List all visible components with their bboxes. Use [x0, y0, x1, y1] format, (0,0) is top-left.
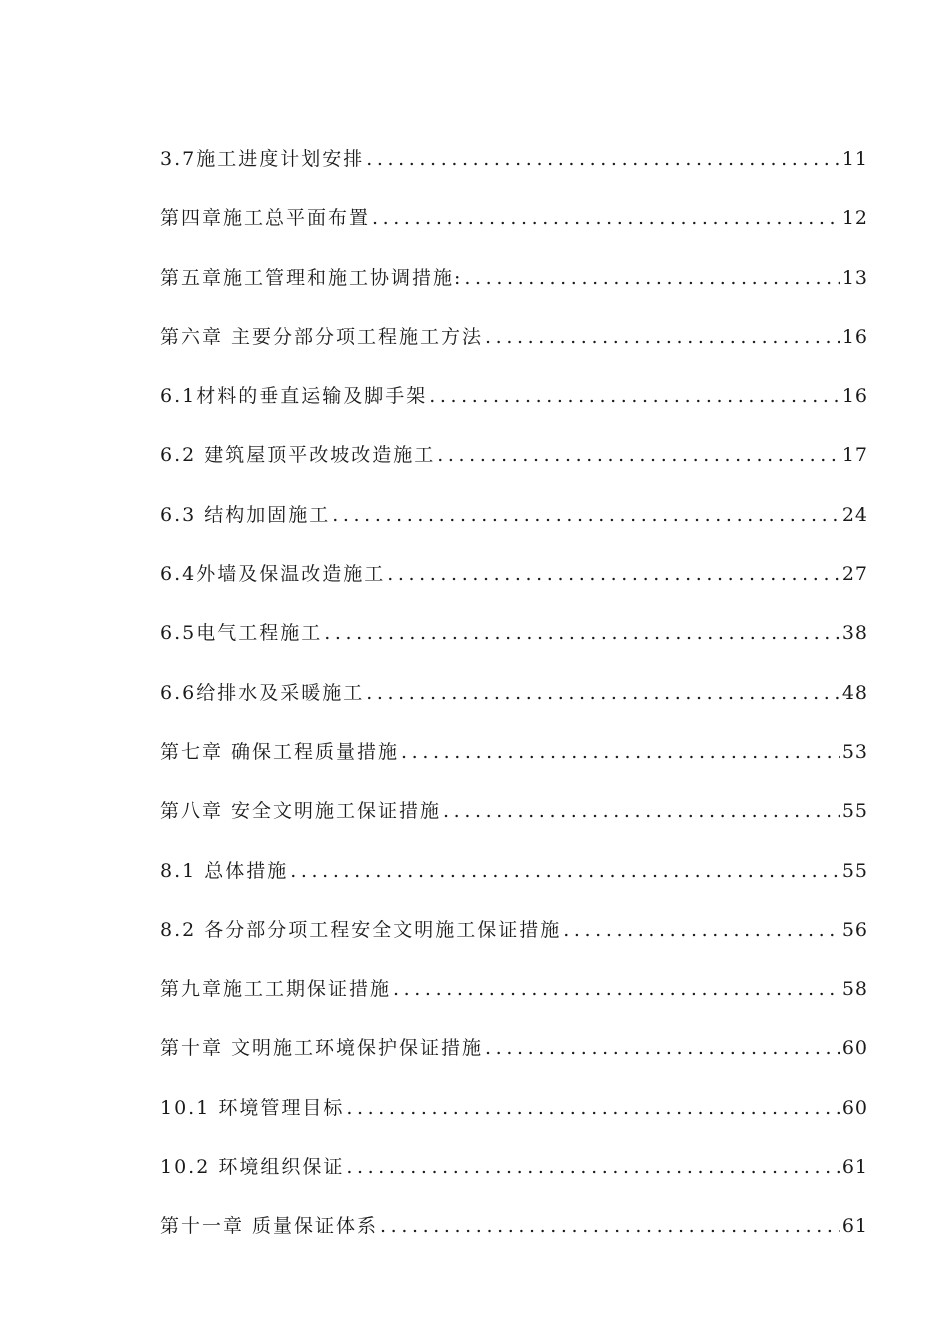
toc-dot-leader [563, 910, 840, 950]
toc-entry-title: 第十章 文明施工环境保护保证措施 [160, 1037, 484, 1060]
toc-dot-leader [332, 495, 840, 535]
toc-dot-leader [464, 258, 839, 298]
toc-dot-leader [366, 673, 840, 713]
toc-entry-title: 6.2 建筑屋顶平改坡改造施工 [160, 444, 436, 467]
toc-page-number: 48 [841, 681, 868, 704]
toc-entry-title: 10.1 环境管理目标 [160, 1096, 345, 1119]
toc-entry[interactable] [160, 673, 868, 732]
toc-entry-title: 8.1 总体措施 [160, 859, 289, 882]
toc-entry[interactable] [160, 969, 868, 1028]
toc-page-number: 55 [841, 859, 868, 882]
toc-entry-title: 第六章 主要分部分项工程施工方法 [160, 325, 484, 348]
toc-dot-leader [346, 1088, 839, 1128]
toc-page-number: 53 [841, 740, 868, 763]
toc-dot-leader [485, 317, 840, 357]
toc-page-number: 11 [841, 148, 868, 170]
toc-entry-title: 6.1材料的垂直运输及脚手架 [160, 385, 428, 408]
toc-dot-leader [290, 851, 840, 891]
toc-entry-title: 6.4外墙及保温改造施工 [160, 563, 386, 586]
toc-entry-title: 6.5电气工程施工 [160, 622, 323, 645]
toc-dot-leader [346, 1147, 839, 1187]
toc-entry[interactable] [160, 791, 868, 850]
toc-entry[interactable] [160, 376, 868, 435]
toc-dot-leader [324, 613, 840, 653]
toc-dot-leader [437, 435, 840, 475]
toc-entry[interactable] [160, 910, 868, 969]
toc-page-number: 61 [841, 1156, 868, 1179]
toc-page-number: 55 [841, 800, 868, 823]
toc-entry-title: 第十一章 质量保证体系 [160, 1215, 379, 1238]
toc-page-number: 24 [841, 503, 868, 526]
toc-entry-title: 6.3 结构加固施工 [160, 503, 331, 526]
toc-page-number: 27 [841, 563, 868, 586]
toc-entry[interactable] [160, 1028, 868, 1087]
toc-dot-leader [401, 732, 840, 772]
toc-entry[interactable] [160, 258, 868, 317]
toc-page-number: 60 [841, 1096, 868, 1119]
toc-dot-leader [393, 969, 840, 1009]
toc-entry[interactable] [160, 435, 868, 494]
toc-entry[interactable] [160, 198, 868, 257]
toc-entry[interactable] [160, 613, 868, 672]
toc-entry[interactable] [160, 1147, 868, 1206]
toc-entry-title: 8.2 各分部分项工程安全文明施工保证措施 [160, 918, 562, 941]
toc-entry[interactable] [160, 1088, 868, 1147]
toc-entry-title: 第四章施工总平面布置 [160, 207, 371, 230]
toc-entry-title: 第五章施工管理和施工协调措施: [160, 266, 463, 289]
toc-entry[interactable] [160, 139, 868, 198]
toc-entry[interactable] [160, 317, 868, 376]
toc-page-number: 60 [841, 1037, 868, 1060]
toc-dot-leader [443, 791, 840, 831]
toc-entry-title: 第七章 确保工程质量措施 [160, 740, 400, 763]
toc-page-number: 12 [841, 207, 868, 230]
toc-page-number: 38 [841, 622, 868, 645]
toc-dot-leader [366, 139, 840, 179]
toc-page-number: 16 [841, 385, 868, 408]
toc-dot-leader [429, 376, 840, 416]
toc-page-number: 56 [841, 918, 868, 941]
toc-entry-title: 10.2 环境组织保证 [160, 1156, 345, 1179]
toc-entry[interactable] [160, 554, 868, 613]
toc-page-number: 13 [841, 266, 868, 289]
toc-entry-title: 3.7施工进度计划安排 [160, 148, 365, 170]
toc-page-number: 17 [841, 444, 868, 467]
toc-entry[interactable] [160, 495, 868, 554]
toc-entry[interactable] [160, 1206, 868, 1265]
toc-page-number: 61 [841, 1215, 868, 1238]
toc-entry[interactable] [160, 732, 868, 791]
table-of-contents [160, 139, 868, 1266]
toc-dot-leader [485, 1028, 840, 1068]
toc-entry-title: 第九章施工工期保证措施 [160, 978, 392, 1001]
toc-entry-title: 第八章 安全文明施工保证措施 [160, 800, 442, 823]
toc-dot-leader [380, 1206, 840, 1246]
toc-entry-title: 6.6给排水及采暖施工 [160, 681, 365, 704]
toc-page-number: 16 [841, 325, 868, 348]
toc-dot-leader [372, 198, 840, 238]
toc-page-number: 58 [841, 978, 868, 1001]
toc-entry[interactable] [160, 851, 868, 910]
toc-dot-leader [387, 554, 840, 594]
